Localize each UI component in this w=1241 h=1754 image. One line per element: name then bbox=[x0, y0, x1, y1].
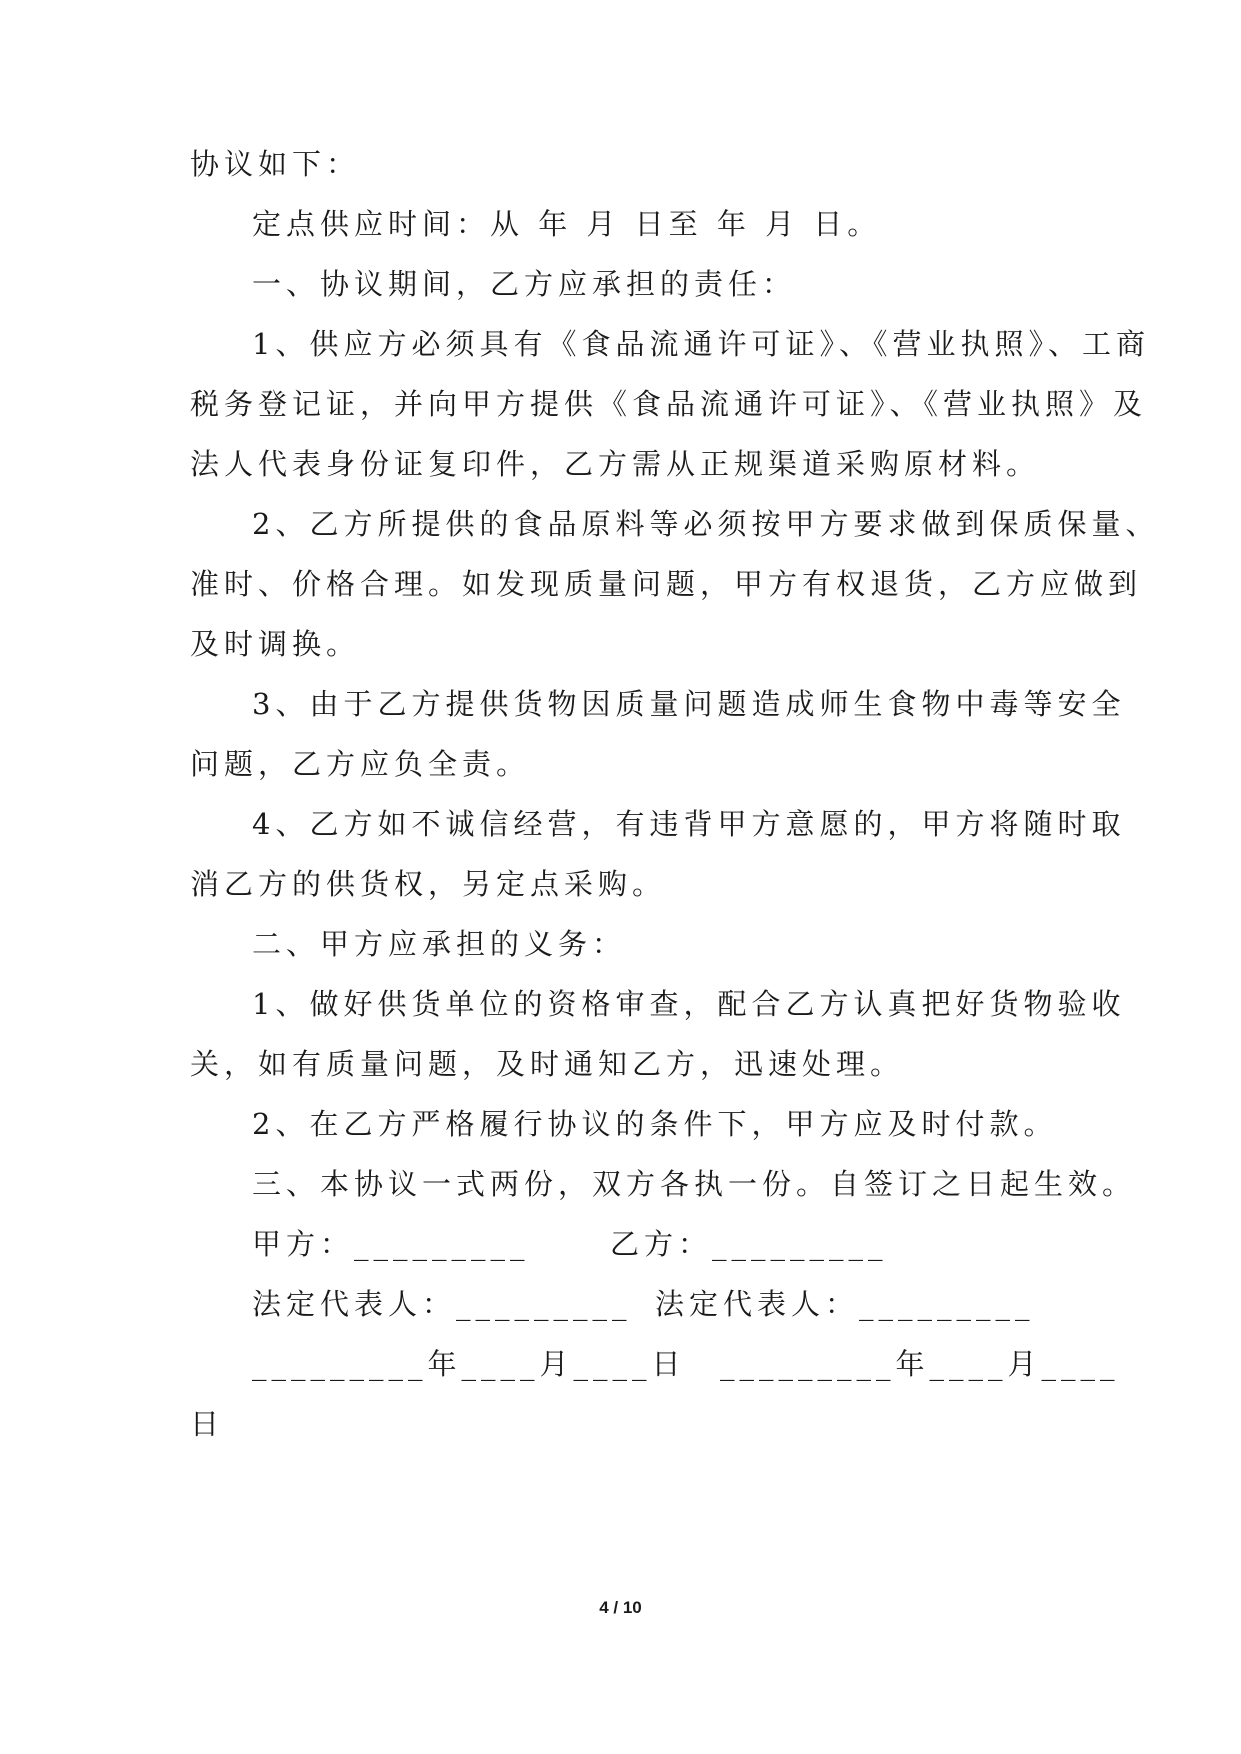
paragraph-line: 消乙方的供货权，另定点采购。 bbox=[190, 867, 667, 901]
paragraph-line: 定点供应时间：从 年 月 日至 年 月 日。 bbox=[252, 207, 882, 241]
party-b-date: _________年____月____ bbox=[720, 1347, 1120, 1381]
paragraph-line: 4、乙方如不诚信经营，有违背甲方意愿的，甲方将随时取 bbox=[252, 807, 1126, 841]
paragraph-line: 协议如下： bbox=[190, 147, 361, 181]
party-a-label: 甲方：_________ bbox=[252, 1227, 530, 1261]
paragraph-line: 1、做好供货单位的资格审查，配合乙方认真把好货物验收 bbox=[252, 987, 1126, 1021]
page-number: 4 / 10 bbox=[599, 1598, 642, 1617]
paragraph-line: 3、由于乙方提供货物因质量问题造成师生食物中毒等安全 bbox=[252, 687, 1126, 721]
party-a-date: _________年____月____日 bbox=[252, 1347, 686, 1381]
paragraph-line: 1、供应方必须具有《食品流通许可证》、《营业执照》、工商 bbox=[252, 327, 1150, 361]
paragraph-line: 关，如有质量问题，及时通知乙方，迅速处理。 bbox=[190, 1047, 905, 1081]
paragraph-line: 税务登记证，并向甲方提供《食品流通许可证》、《营业执照》及 bbox=[190, 387, 1148, 421]
section-heading: 三、本协议一式两份，双方各执一份。自签订之日起生效。 bbox=[252, 1167, 1137, 1201]
party-b-date-tail: 日 bbox=[190, 1407, 225, 1441]
section-heading: 二、甲方应承担的义务： bbox=[252, 927, 627, 961]
paragraph-line: 及时调换。 bbox=[190, 627, 361, 661]
paragraph-line: 2、乙方所提供的食品原料等必须按甲方要求做到保质保量、 bbox=[252, 507, 1160, 541]
section-heading: 一、协议期间，乙方应承担的责任： bbox=[252, 267, 797, 301]
paragraph-line: 2、在乙方严格履行协议的条件下，甲方应及时付款。 bbox=[252, 1107, 1058, 1141]
paragraph-line: 准时、价格合理。如发现质量问题，甲方有权退货，乙方应做到 bbox=[190, 567, 1143, 601]
party-b-label: 乙方：_________ bbox=[610, 1227, 888, 1261]
paragraph-line: 问题，乙方应负全责。 bbox=[190, 747, 531, 781]
party-b-representative: 法定代表人：_________ bbox=[655, 1287, 1035, 1321]
paragraph-line: 法人代表身份证复印件，乙方需从正规渠道采购原材料。 bbox=[190, 447, 1041, 481]
party-a-representative: 法定代表人：_________ bbox=[252, 1287, 632, 1321]
